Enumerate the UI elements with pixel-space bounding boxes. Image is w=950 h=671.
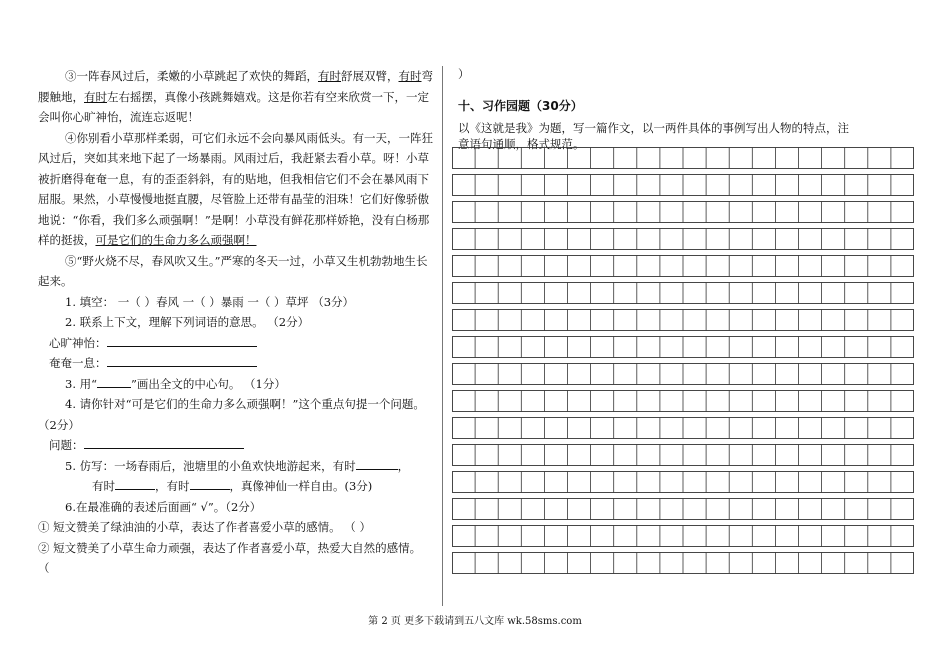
grid-row[interactable] [453, 499, 914, 520]
grid-row[interactable] [453, 472, 914, 493]
closing-paren: ） [458, 67, 470, 81]
answer-blank[interactable] [356, 457, 398, 470]
question-4-answer: 问题： [38, 435, 433, 456]
underline-sample [97, 375, 131, 388]
question-6: 6.在最准确的表述后面画“ √”。（2分） [65, 499, 262, 514]
paragraph-5: ⑤“野火烧不尽，春风吹又生。”严寒的冬天一过，小草又生机勃勃地生长起来。 [38, 253, 428, 288]
paragraph-3: ③一阵春风过后，柔嫩的小草跳起了欢快的舞蹈，有时舒展双臂，有时弯腰触地，有时左右摇摆，真像小孩跳舞嬉戏。这是你若有空来欣赏一下，一定会叫你心旷神怡，流连忘返呢！ [38, 69, 433, 124]
composition-prompt: 以《这就是我》为题，写一篇作文，以一两件具体的事例写出人物的特点，注 意语句通顺，格式规范。 [458, 121, 849, 151]
question-5: 5. 仿写：一场春雨后，池塘里的小鱼欢快地游起来，有时 ， [65, 458, 410, 473]
question-4: 4. 请你针对“可是它们的生命力多么顽强啊！”这个重点句提一个问题。（2分） [38, 397, 425, 432]
section-title: 十、习作园题（30分） [458, 99, 583, 113]
paragraph-4: ④你别看小草那样柔弱，可它们永远不会向暴风雨低头。有一天，一阵狂风过后，突如其来地下起了一场暴雨。风雨过后，我赶紧去看小草。呀！小草被折磨得奄奄一息，有的歪歪斜斜，有的贴地，但我相信它们不会在暴风雨下屈服。果然，小草慢慢地挺直腰，尽管脸上还带有晶莹的泪珠！它们好像骄傲地说：“你看，我们多么顽强啊！”是啊！小草没有鲜花那样娇艳，没有白杨那样的挺拔，可是它们的生命力多么顽强啊！ [38, 130, 433, 247]
reading-column [38, 66, 433, 579]
question-1: 1. 填空： 一（ ）春风 一（ ）暴雨 一（ ）草坪 （3分） [65, 294, 355, 309]
answer-blank[interactable] [84, 436, 244, 449]
question-5-cont: 有时 ，有时 ，真像神仙一样自由。(3分) [92, 479, 373, 493]
grid-row[interactable] [453, 391, 914, 412]
question-3: 3. 用“ ”画出全文的中心句。 （1分） [65, 376, 286, 391]
question-2: 2. 联系上下文，理解下列词语的意思。 （2分） [65, 315, 310, 329]
answer-blank[interactable] [190, 477, 230, 490]
column-divider [442, 66, 443, 606]
grid-row[interactable] [453, 310, 914, 331]
question-2-item-a: 心旷神怡： [38, 333, 433, 354]
question-6-option-b: ② 短文赞美了小草生命力顽强，表达了作者喜爱小草，热爱大自然的感情。 （ [38, 540, 422, 575]
grid-row[interactable] [453, 364, 914, 385]
grid-row[interactable] [453, 418, 914, 439]
answer-blank[interactable] [107, 334, 257, 347]
composition-column [458, 66, 928, 152]
answer-blank[interactable] [115, 477, 155, 490]
grid-row[interactable] [453, 337, 914, 358]
underlined-sentence: 可是它们的生命力多么顽强啊！ [95, 233, 257, 247]
answer-blank[interactable] [107, 354, 257, 367]
grid-row[interactable] [453, 175, 914, 196]
question-6-option-a: ① 短文赞美了绿油油的小草，表达了作者喜爱小草的感情。 （ ） [38, 520, 371, 534]
underlined-word: 有时 [84, 89, 107, 104]
grid-row[interactable] [453, 202, 914, 223]
grid-row[interactable] [453, 283, 914, 304]
composition-grid[interactable] [452, 147, 914, 577]
question-2-item-b: 奄奄一息： [38, 353, 433, 374]
grid-row[interactable] [453, 445, 914, 466]
grid-row[interactable] [453, 553, 914, 574]
grid-row[interactable] [453, 256, 914, 277]
underlined-word: 有时 [398, 69, 422, 83]
underlined-word: 有时 [318, 69, 341, 83]
grid-row[interactable] [453, 148, 914, 169]
grid-row[interactable] [453, 229, 914, 250]
grid-row[interactable] [453, 526, 914, 547]
page-footer: 第 2 页 更多下载请到五八文库 wk.58sms.com [368, 616, 582, 627]
